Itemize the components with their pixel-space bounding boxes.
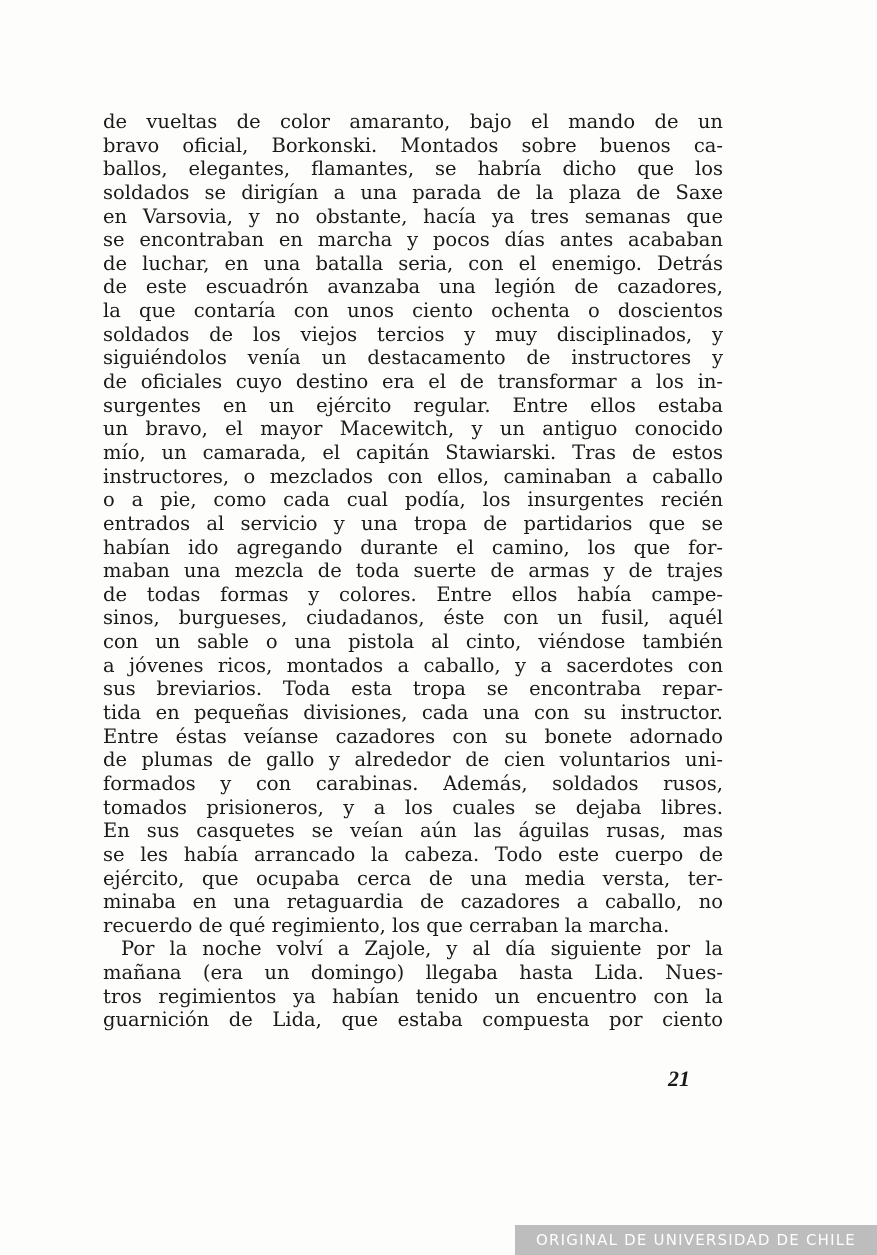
text-line: Por la noche volví a Zajole, y al día siguiente por la (121, 937, 723, 961)
text-line: o a pie, como cada cual podía, los insurgentes recién (103, 488, 723, 512)
text-line: instructores, o mezclados con ellos, caminaban a caballo (103, 464, 723, 488)
text-line: de oficiales cuyo destino era el de transformar a los in- (103, 370, 723, 394)
text-line: de plumas de gallo y alrededor de cien voluntarios uni- (103, 748, 723, 772)
text-line: tida en pequeñas divisiones, cada una con su instructor. (103, 701, 723, 725)
text-line: a jóvenes ricos, montados a caballo, y a sacerdotes con (103, 653, 723, 677)
text-line: un bravo, el mayor Macewitch, y un antiguo conocido (103, 417, 723, 441)
text-line: bravo oficial, Borkonski. Montados sobre buenos ca- (103, 133, 723, 157)
text-line: minaba en una retaguardia de cazadores a caballo, no (103, 890, 723, 914)
text-line: soldados de los viejos tercios y muy disciplinados, y (103, 322, 723, 346)
text-line: se les había arrancado la cabeza. Todo este cuerpo de (103, 842, 723, 866)
archive-watermark: ORIGINAL DE UNIVERSIDAD DE CHILE (515, 1225, 877, 1255)
text-line: se encontraban en marcha y pocos días antes acababan (103, 228, 723, 252)
text-line: tomados prisioneros, y a los cuales se dejaba libres. (103, 795, 723, 819)
text-line: ballos, elegantes, flamantes, se habría dicho que los (103, 157, 723, 181)
text-line: mío, un camarada, el capitán Stawiarski. Tras de estos (103, 440, 723, 464)
body-text (103, 110, 723, 1032)
text-line: sus breviarios. Toda esta tropa se encontraba repar- (103, 677, 723, 701)
text-line: entrados al servicio y una tropa de partidarios que se (103, 511, 723, 535)
text-line: formados y con carabinas. Además, soldados rusos, (103, 771, 723, 795)
text-line: recuerdo de qué regimiento, los que cerraban la marcha. (103, 913, 670, 937)
text-line: Entre éstas veíanse cazadores con su bonete adornado (103, 724, 723, 748)
text-line: surgentes en un ejército regular. Entre ellos estaba (103, 393, 723, 417)
text-line: la que contaría con unos ciento ochenta o doscientos (103, 299, 723, 323)
text-line: en Varsovia, y no obstante, hacía ya tres semanas que (103, 204, 723, 228)
text-line: habían ido agregando durante el camino, los que for- (103, 535, 723, 559)
page-number: 21 (668, 1066, 690, 1091)
text-line: de luchar, en una batalla seria, con el enemigo. Detrás (103, 251, 723, 275)
text-line: mañana (era un domingo) llegaba hasta Lida. Nues- (103, 961, 723, 985)
text-line: maban una mezcla de toda suerte de armas y de trajes (103, 559, 723, 583)
text-line: de este escuadrón avanzaba una legión de cazadores, (103, 275, 723, 299)
text-line: siguiéndolos venía un destacamento de instructores y (103, 346, 723, 370)
text-line: de todas formas y colores. Entre ellos había campe- (103, 582, 723, 606)
text-line: de vueltas de color amaranto, bajo el mando de un (103, 110, 723, 133)
text-line: soldados se dirigían a una parada de la plaza de Saxe (103, 180, 723, 204)
text-line: En sus casquetes se veían aún las águilas rusas, mas (103, 819, 723, 843)
text-line: tros regimientos ya habían tenido un encuentro con la (103, 984, 723, 1008)
text-line: con un sable o una pistola al cinto, viéndose también (103, 630, 723, 654)
text-line: guarnición de Lida, que estaba compuesta por ciento (103, 1008, 723, 1032)
text-line: ejército, que ocupaba cerca de una media versta, ter- (103, 866, 723, 890)
text-line: sinos, burgueses, ciudadanos, éste con un fusil, aquél (103, 606, 723, 630)
